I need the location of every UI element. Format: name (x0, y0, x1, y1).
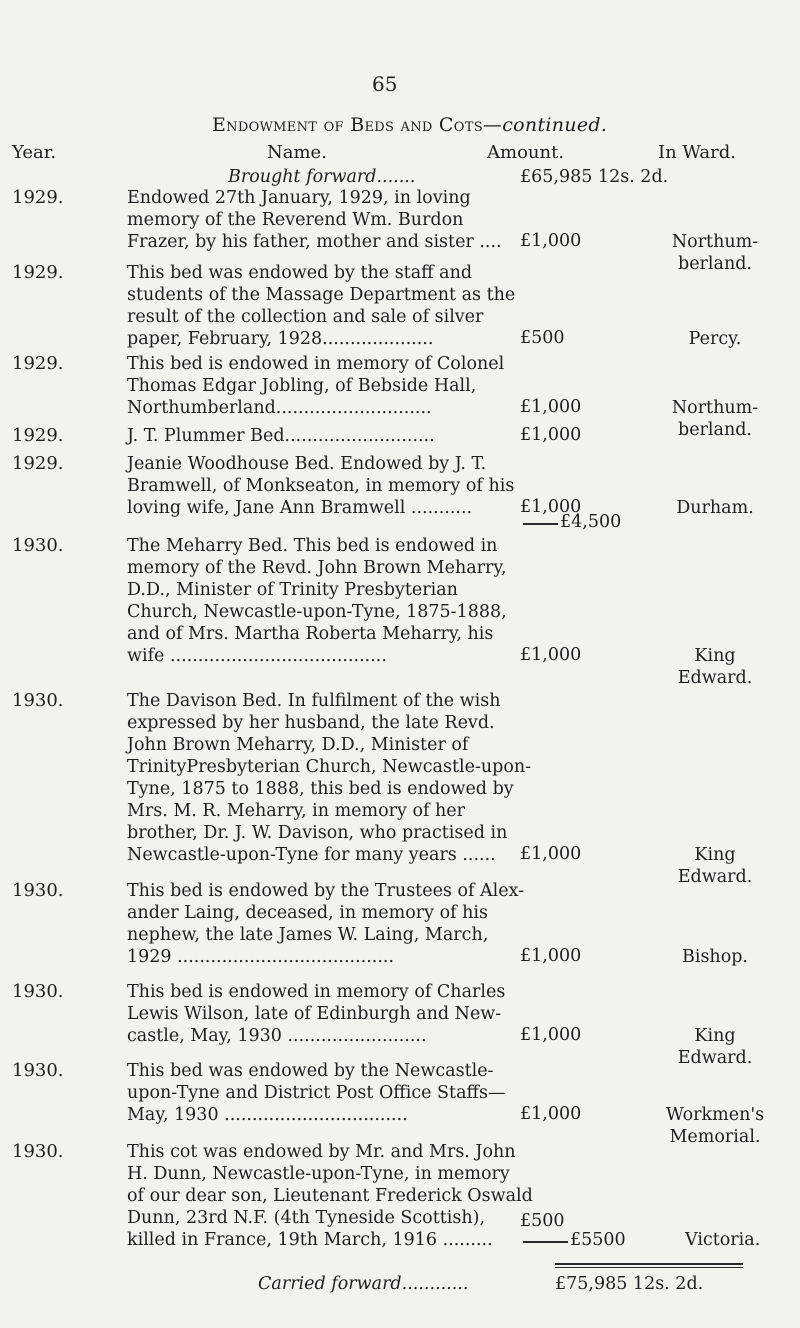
entry-ward (640, 397, 790, 441)
entry-description-line: ander Laing, deceased, in memory of his (127, 903, 489, 923)
entry-ward (640, 328, 790, 350)
entry-description-line: students of the Massage Department as the (127, 285, 516, 305)
entry-ward (640, 497, 790, 519)
entry-description-line: Lewis Wilson, late of Edinburgh and New- (127, 1004, 502, 1024)
entry-description-line: Newcastle-upon-Tyne for many years ...... (127, 845, 496, 865)
entry-description-line: killed in France, 19th March, 1916 ......... (127, 1230, 493, 1250)
entry-description (127, 453, 515, 519)
entry-description-line: This bed is endowed in memory of Colonel (127, 354, 505, 374)
entry-ward-line: Northum- (671, 232, 759, 252)
entry-description-line: brother, Dr. J. W. Davison, who practised in (127, 823, 508, 843)
entry-amount: £1,000 (520, 1025, 582, 1045)
brought-forward-label: Brought forward....... (228, 167, 416, 187)
entry-amount: £1,000 (520, 844, 582, 864)
subtotal-second-ward: Victoria. (685, 1230, 761, 1250)
entry-description-line: This bed was endowed by the staff and (127, 263, 473, 283)
entry-description-line: Frazer, by his father, mother and sister .... (127, 232, 502, 252)
entry-amount: £500 (520, 328, 565, 348)
entry-description-line: upon-Tyne and District Post Office Staffs— (127, 1083, 506, 1103)
entry-description-line: D.D., Minister of Trinity Presbyterian (127, 580, 458, 600)
header-ward: In Ward. (658, 142, 736, 163)
title-main: Endowment of Beds and Cots (212, 114, 483, 136)
subtotal-first: £4,500 (560, 512, 622, 532)
total-rule-top (555, 1263, 743, 1265)
brought-forward-amount: £65,985 12s. 2d. (520, 167, 669, 187)
entry-description-line: The Meharry Bed. This bed is endowed in (127, 536, 498, 556)
entry-description (127, 262, 516, 350)
header-amount: Amount. (487, 142, 565, 163)
entry-ward-line: Edward. (677, 867, 753, 887)
entry-description (127, 1141, 533, 1251)
entry-description-line: and of Mrs. Martha Roberta Meharry, his (127, 624, 494, 644)
entry-year: 1929. (12, 353, 64, 374)
entry-description-line: loving wife, Jane Ann Bramwell ........... (127, 498, 473, 518)
entry-description-line: This bed was endowed by the Newcastle- (127, 1061, 494, 1081)
entry-year: 1930. (12, 535, 64, 556)
entry-description (127, 187, 502, 253)
entry-description-line: This bed is endowed in memory of Charles (127, 982, 506, 1002)
entry-ward-line: Edward. (677, 668, 753, 688)
entry-description (127, 425, 487, 447)
header-name: Name. (267, 142, 327, 163)
entry-description (127, 535, 507, 667)
entry-year: 1930. (12, 880, 64, 901)
entry-amount: £1,000 (520, 946, 582, 966)
subtotal-rule-1 (523, 523, 558, 525)
entry-ward (640, 645, 790, 689)
entry-description (127, 690, 532, 866)
entry-description (127, 981, 506, 1047)
entry-description-line: Church, Newcastle-upon-Tyne, 1875-1888, (127, 602, 507, 622)
entry-amount: £1,000 (520, 425, 582, 445)
entry-ward-line: King (694, 646, 736, 666)
entry-description-line: Thomas Edgar Jobling, of Bebside Hall, (127, 376, 477, 396)
entry-ward-line: berland. (678, 420, 752, 440)
entry-year: 1930. (12, 1060, 64, 1081)
entry-description-line: Bramwell, of Monkseaton, in memory of his (127, 476, 515, 496)
entry-ward (640, 1104, 790, 1148)
entry-description-line: J. T. Plummer Bed........................... (127, 426, 435, 446)
entry-ward-line: Workmen's (665, 1105, 765, 1125)
entry-ward-line: Bishop. (681, 947, 748, 967)
entry-ward (640, 946, 790, 968)
entry-ward-line: Durham. (676, 498, 754, 518)
entry-description-line: H. Dunn, Newcastle-upon-Tyne, in memory (127, 1164, 510, 1184)
entry-ward-line: berland. (678, 254, 752, 274)
entry-description (127, 353, 505, 419)
entry-description-line: This bed is endowed by the Trustees of Alex- (127, 881, 525, 901)
entry-amount: £1,000 (520, 645, 582, 665)
total-rule-bottom (555, 1267, 743, 1268)
entry-description (127, 880, 525, 968)
subtotal-second: £5500 (570, 1230, 626, 1250)
entry-amount: £1,000 (520, 1104, 582, 1124)
entry-description-line: expressed by her husband, the late Revd. (127, 713, 495, 733)
entry-description-line: Tyne, 1875 to 1888, this bed is endowed by (127, 779, 514, 799)
entry-description-line: The Davison Bed. In fulfilment of the wish (127, 691, 501, 711)
entry-description-line: Mrs. M. R. Meharry, in memory of her (127, 801, 466, 821)
entry-description-line: memory of the Reverend Wm. Burdon (127, 210, 464, 230)
entry-year: 1929. (12, 425, 64, 446)
entry-description-line: result of the collection and sale of silver (127, 307, 484, 327)
entry-year: 1930. (12, 1141, 64, 1162)
entry-description (127, 1060, 506, 1126)
entry-description-line: Jeanie Woodhouse Bed. Endowed by J. T. (127, 454, 487, 474)
entry-ward-line: Memorial. (669, 1127, 761, 1147)
entry-description-line: nephew, the late James W. Laing, March, (127, 925, 489, 945)
entry-ward-line: King (694, 1026, 736, 1046)
entry-amount: £1,000 (520, 397, 582, 417)
entry-amount: £1,000 (520, 231, 582, 251)
entry-description-line: Endowed 27th January, 1929, in loving (127, 188, 471, 208)
entry-amount: £500 (520, 1211, 565, 1231)
carried-forward-label: Carried forward............ (258, 1274, 469, 1294)
entry-ward-line: Northum- (671, 398, 759, 418)
entry-year: 1930. (12, 690, 64, 711)
page-number: 65 (372, 72, 398, 96)
page-title (212, 114, 607, 136)
entry-description-line: memory of the Revd. John Brown Meharry, (127, 558, 507, 578)
entry-description-line: of our dear son, Lieutenant Frederick Oswald (127, 1186, 533, 1206)
title-continued: —continued. (482, 114, 608, 136)
carried-forward-amount: £75,985 12s. 2d. (555, 1274, 704, 1294)
entry-ward-line: Edward. (677, 1048, 753, 1068)
entry-description-line: wife ....................................... (127, 646, 387, 666)
entry-year: 1929. (12, 262, 64, 283)
entry-amount: £1,000 (520, 497, 582, 517)
entry-description-line: This cot was endowed by Mr. and Mrs. John (127, 1142, 516, 1162)
entry-ward (640, 231, 790, 275)
entry-ward-line: King (694, 845, 736, 865)
header-year: Year. (12, 142, 57, 163)
entry-year: 1929. (12, 453, 64, 474)
entry-description-line: Dunn, 23rd N.F. (4th Tyneside Scottish), (127, 1208, 486, 1228)
entry-description-line: 1929 ....................................... (127, 947, 395, 967)
entry-year: 1930. (12, 981, 64, 1002)
entry-description-line: Northumberland............................ (127, 398, 432, 418)
entry-ward-line: Percy. (688, 329, 742, 349)
entry-description-line: paper, February, 1928.................... (127, 329, 434, 349)
entry-ward (640, 844, 790, 888)
entry-description-line: May, 1930 ................................. (127, 1105, 408, 1125)
entry-year: 1929. (12, 187, 64, 208)
entry-description-line: TrinityPresbyterian Church, Newcastle-upon- (127, 757, 532, 777)
entry-description-line: castle, May, 1930 ......................... (127, 1026, 427, 1046)
subtotal-rule-2 (523, 1241, 568, 1243)
entry-description-line: John Brown Meharry, D.D., Minister of (127, 735, 469, 755)
entry-ward (640, 1025, 790, 1069)
